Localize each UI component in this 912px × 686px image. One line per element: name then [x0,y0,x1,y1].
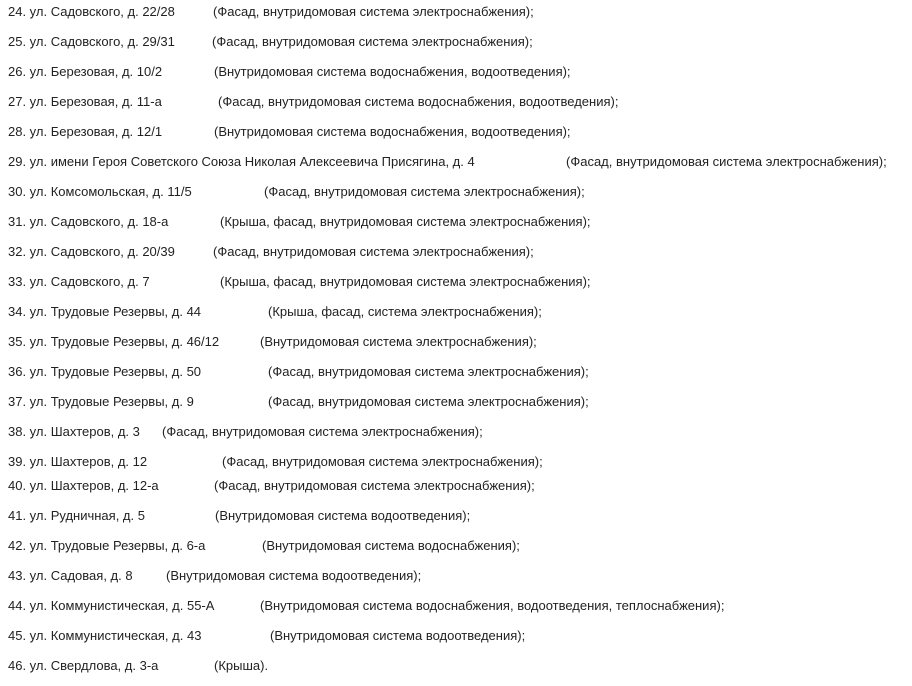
item-address: 46. ул. Свердлова, д. 3-а [8,658,159,673]
item-address: 40. ул. Шахтеров, д. 12-а [8,478,159,493]
list-item [8,124,571,139]
list-item [8,658,269,673]
list-item [8,424,483,439]
list-item [8,508,471,523]
item-address: 38. ул. Шахтеров, д. 3 [8,424,140,439]
list-item [8,244,534,259]
list-item [8,34,533,49]
item-works: (Фасад, внутридомовая система электроснабжения); [566,154,887,169]
item-works: (Фасад, внутридомовая система электроснабжения); [222,454,543,469]
list-item [8,154,887,169]
item-works: (Внутридомовая система водоснабжения); [262,538,520,553]
list-item [8,598,725,613]
item-address: 43. ул. Садовая, д. 8 [8,568,133,583]
item-address: 44. ул. Коммунистическая, д. 55-А [8,598,215,613]
item-address: 32. ул. Садовского, д. 20/39 [8,244,175,259]
item-works: (Фасад, внутридомовая система электроснабжения); [214,478,535,493]
list-item [8,568,422,583]
item-address: 31. ул. Садовского, д. 18-а [8,214,169,229]
item-address: 35. ул. Трудовые Резервы, д. 46/12 [8,334,220,349]
item-works: (Фасад, внутридомовая система электроснабжения); [264,184,585,199]
item-works: (Внутридомовая система водоотведения); [166,568,422,583]
item-works: (Фасад, внутридомовая система электроснабжения); [162,424,483,439]
list-item [8,364,589,379]
item-address: 37. ул. Трудовые Резервы, д. 9 [8,394,194,409]
item-address: 36. ул. Трудовые Резервы, д. 50 [8,364,202,379]
item-works: (Фасад, внутридомовая система электроснабжения); [213,4,534,19]
item-works: (Фасад, внутридомовая система электроснабжения); [213,244,534,259]
item-works: (Фасад, внутридомовая система электроснабжения); [212,34,533,49]
list-item [8,394,589,409]
item-address: 27. ул. Березовая, д. 11-а [8,94,162,109]
list-item [8,304,542,319]
item-address: 29. ул. имени Героя Советского Союза Николая Алексеевича Присягина, д. 4 [8,154,475,169]
item-address: 24. ул. Садовского, д. 22/28 [8,4,175,19]
item-works: (Внутридомовая система водоснабжения, водоотведения); [214,124,571,139]
item-works: (Фасад, внутридомовая система электроснабжения); [268,364,589,379]
list-item [8,478,535,493]
item-address: 25. ул. Садовского, д. 29/31 [8,34,175,49]
item-works: (Фасад, внутридомовая система водоснабжения, водоотведения); [218,94,619,109]
list-item [8,274,591,289]
item-address: 42. ул. Трудовые Резервы, д. 6-а [8,538,206,553]
item-address: 41. ул. Рудничная, д. 5 [8,508,145,523]
item-address: 39. ул. Шахтеров, д. 12 [8,454,148,469]
item-works: (Внутридомовая система водоснабжения, водоотведения, теплоснабжения); [260,598,725,613]
list-item [8,214,591,229]
list-item [8,628,526,643]
list-item [8,184,585,199]
item-works: (Внутридомовая система водоотведения); [270,628,526,643]
item-works: (Фасад, внутридомовая система электроснабжения); [268,394,589,409]
list-item [8,64,571,79]
item-works: (Крыша, фасад, внутридомовая система электроснабжения); [220,214,591,229]
item-address: 45. ул. Коммунистическая, д. 43 [8,628,202,643]
item-address: 33. ул. Садовского, д. 7 [8,274,150,289]
list-item [8,454,543,469]
list-item [8,334,537,349]
item-works: (Внутридомовая система водоснабжения, водоотведения); [214,64,571,79]
item-address: 28. ул. Березовая, д. 12/1 [8,124,163,139]
list-item [8,538,520,553]
list-item [8,94,619,109]
item-address: 34. ул. Трудовые Резервы, д. 44 [8,304,202,319]
list-item [8,4,534,19]
item-works: (Внутридомовая система электроснабжения); [260,334,537,349]
item-address: 26. ул. Березовая, д. 10/2 [8,64,163,79]
item-works: (Крыша, фасад, система электроснабжения); [268,304,542,319]
item-works: (Внутридомовая система водоотведения); [215,508,471,523]
item-works: (Крыша). [214,658,269,673]
item-address: 30. ул. Комсомольская, д. 11/5 [8,184,192,199]
item-works: (Крыша, фасад, внутридомовая система электроснабжения); [220,274,591,289]
